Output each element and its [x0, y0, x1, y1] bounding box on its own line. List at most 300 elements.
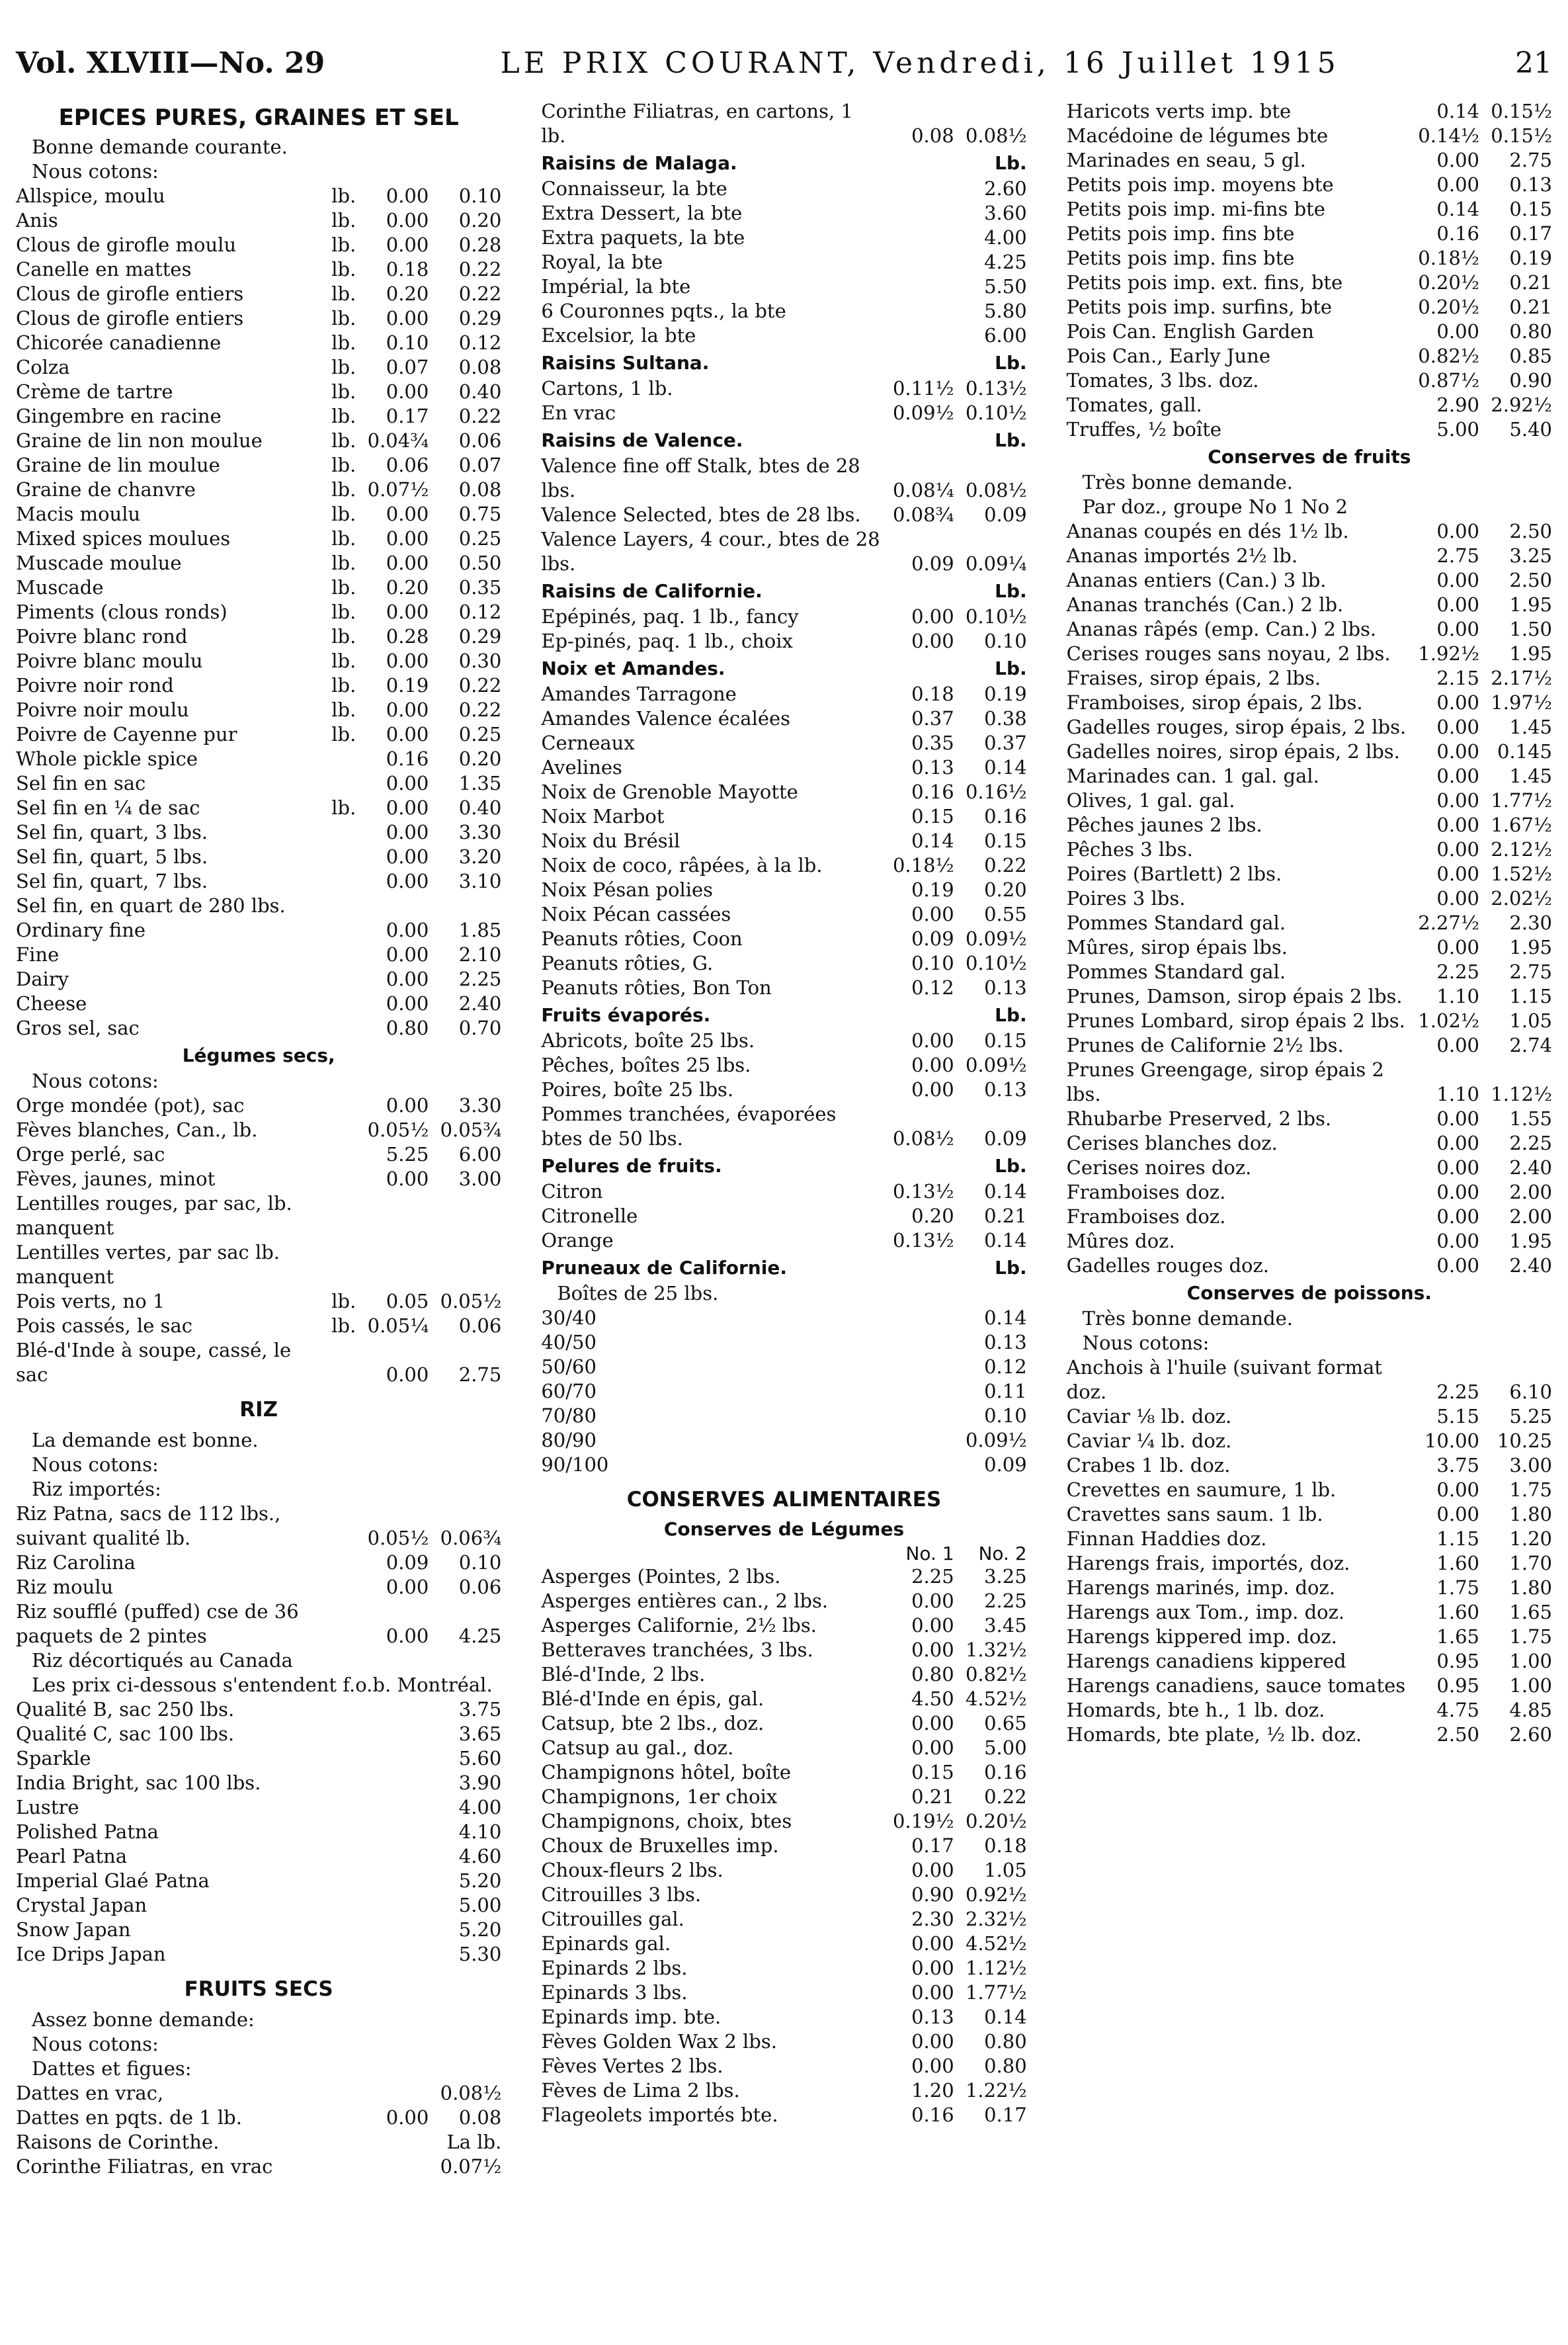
- item-name: Extra paquets, la bte: [541, 226, 745, 249]
- price-row: [16, 1142, 501, 1167]
- price-low: 0.00: [1436, 887, 1479, 910]
- item-name: Gingembre en racine: [16, 405, 222, 427]
- price-row: [541, 1638, 1026, 1662]
- price-high: 6.00: [458, 1143, 502, 1166]
- price-row: [1067, 368, 1552, 393]
- columns: [16, 99, 1552, 2179]
- price-row: [541, 323, 1026, 348]
- price-low: 0.09: [911, 927, 954, 950]
- price-high: 0.22: [458, 699, 502, 721]
- note-line: Nous cotons:: [32, 2033, 159, 2055]
- price-low: 0.00: [911, 1590, 954, 1612]
- price-high: 0.20: [458, 209, 502, 232]
- item-name: Truffes, ½ boîte: [1066, 418, 1222, 441]
- item-name: Epinards 2 lbs.: [541, 1957, 688, 1979]
- price-row: [1067, 1156, 1552, 1180]
- price-row: [541, 1564, 1026, 1589]
- item-name: Cheese: [16, 992, 87, 1015]
- item-name: Petits pois imp. fins bte: [1066, 222, 1295, 245]
- item-name: Prunes Lombard, sirop épais 2 lbs.: [1066, 1009, 1405, 1032]
- item-name: Cerneaux: [541, 732, 635, 754]
- price-row: [1067, 197, 1552, 222]
- price-high: 0.13: [984, 976, 1027, 999]
- item-name: Ananas entiers (Can.) 3 lb.: [1066, 569, 1327, 591]
- item-name: Tomates, gall.: [1066, 394, 1202, 416]
- item-name: Noix du Brésil: [541, 830, 681, 852]
- price-low: 0.05½: [367, 1527, 429, 1549]
- item-name: Pêches 3 lbs.: [1066, 838, 1193, 861]
- item-name: Polished Patna: [16, 1820, 159, 1843]
- price-row: [1067, 320, 1552, 344]
- price-high: 3.25: [984, 1565, 1027, 1588]
- price-row: [16, 845, 501, 869]
- col-no1: No. 1: [905, 1543, 954, 1564]
- item-name: Excelsior, la bte: [541, 324, 696, 347]
- price-high: 1.75: [1509, 1478, 1552, 1501]
- price-low: 0.00: [386, 1576, 429, 1598]
- price-high: 0.35: [458, 576, 502, 599]
- item-name: Muscade: [16, 576, 104, 599]
- item-name: Gadelles noires, sirop épais, 2 lbs.: [1066, 740, 1400, 763]
- price-low: 0.82½: [1418, 345, 1479, 367]
- price-high: 0.21: [1509, 271, 1552, 294]
- price-high: 0.30: [458, 650, 502, 672]
- price-low: 0.00: [911, 1981, 954, 2004]
- price-high: 5.30: [458, 1943, 502, 1965]
- price-high: 0.22: [984, 854, 1027, 876]
- item-unit: lb.: [331, 503, 356, 525]
- item-name: Royal, la bte: [541, 251, 663, 273]
- price-list-legumes-cont: [1067, 99, 1552, 442]
- price-low: 0.28: [386, 625, 429, 648]
- item-name: Caviar ⅛ lb. doz.: [1066, 1405, 1232, 1428]
- item-name: Pois Can., Early June: [1066, 345, 1270, 367]
- item-name: Dattes en pqts. de 1 lb.: [16, 2106, 242, 2129]
- price-row: [16, 1118, 501, 1142]
- price-high: 5.00: [984, 1736, 1027, 1759]
- price-high: 6.10: [1509, 1381, 1552, 1403]
- item-name: Sel fin en sac: [16, 772, 146, 794]
- price-low: 0.00: [1436, 1107, 1479, 1130]
- subhead-label: Raisins de Malaga.: [541, 152, 737, 174]
- item-name: Cerises noires doz.: [1066, 1156, 1252, 1179]
- item-name: 60/70: [541, 1380, 597, 1402]
- item-name: Cravettes sans saum. 1 lb.: [1066, 1503, 1323, 1525]
- price-row: [16, 478, 501, 502]
- price-high: 0.19: [1509, 247, 1552, 269]
- price-low: 0.00: [386, 380, 429, 403]
- price-row: [16, 1338, 501, 1387]
- price-high: 3.20: [458, 845, 502, 868]
- price-low: 0.16: [386, 747, 429, 770]
- item-name: Harengs aux Tom., imp. doz.: [1066, 1601, 1345, 1623]
- price-high: 0.10: [458, 1551, 502, 1574]
- subhead-label: Raisins Sultana.: [541, 352, 710, 374]
- item-name: Canelle en mattes: [16, 258, 192, 280]
- price-row: [1067, 1625, 1552, 1649]
- item-name: Ordinary fine: [16, 919, 146, 941]
- item-name: Impérial, la bte: [541, 275, 691, 298]
- price-high: 3.30: [458, 1094, 502, 1117]
- price-high: 4.00: [984, 226, 1027, 249]
- price-row: [541, 1379, 1026, 1404]
- price-high: 2.60: [984, 177, 1027, 200]
- price-row: [541, 976, 1026, 1000]
- price-low: 0.00: [1436, 173, 1479, 196]
- price-row: [16, 576, 501, 600]
- item-name: Blé-d'Inde en épis, gal.: [541, 1687, 764, 1710]
- price-high: 5.20: [458, 1918, 502, 1941]
- price-row: [541, 1981, 1026, 2005]
- price-row: [16, 257, 501, 282]
- price-row: [1067, 1600, 1552, 1625]
- notes: [16, 135, 501, 184]
- price-high: 4.52½: [965, 1687, 1027, 1710]
- price-high: 2.00: [1509, 1181, 1552, 1203]
- price-high: 3.65: [458, 1723, 502, 1745]
- item-name: Poivre noir moulu: [16, 699, 189, 721]
- price-low: 0.00: [1436, 1181, 1479, 1203]
- item-name: 90/100: [541, 1453, 609, 1476]
- price-high: 0.08½: [440, 2082, 502, 2104]
- price-high: 1.20: [1509, 1527, 1552, 1550]
- note-riz-dec: Riz décortiqués au Canada: [32, 1649, 293, 1672]
- price-low: 0.09½: [892, 402, 954, 424]
- price-low: 0.04¾: [367, 429, 429, 452]
- price-row: [1067, 617, 1552, 642]
- price-high: 5.60: [458, 1747, 502, 1769]
- price-low: 0.11½: [892, 377, 954, 400]
- price-high: 0.75: [458, 503, 502, 525]
- price-high: 2.17½: [1491, 667, 1552, 689]
- subhead-unit: Lb.: [995, 658, 1027, 679]
- price-list-epices: [16, 184, 501, 1041]
- price-low: 0.90: [911, 1883, 954, 1906]
- price-row: [16, 1869, 501, 1893]
- volume-number: Vol. XLVIII—No. 29: [16, 46, 325, 80]
- price-high: 3.00: [1509, 1454, 1552, 1476]
- price-low: 0.00: [386, 821, 429, 843]
- item-unit: lb.: [331, 405, 356, 427]
- item-name: Catsup au gal., doz.: [541, 1736, 734, 1759]
- price-high: 1.00: [1509, 1650, 1552, 1672]
- price-high: 0.80: [984, 2055, 1027, 2077]
- item-name: Ananas importés 2½ lb.: [1066, 544, 1298, 567]
- price-low: 0.00: [386, 772, 429, 794]
- item-name: Framboises doz.: [1066, 1181, 1226, 1203]
- item-name: Crème de tartre: [16, 380, 173, 403]
- price-high: 0.13: [984, 1331, 1027, 1353]
- price-list-corinthe: [541, 99, 1026, 148]
- price-row: [1067, 1527, 1552, 1551]
- price-row: [16, 453, 501, 478]
- price-row: [16, 2081, 501, 2106]
- price-row: [541, 878, 1026, 902]
- price-high: 0.08: [458, 2106, 502, 2129]
- price-high: 1.95: [1509, 642, 1552, 665]
- price-high: 0.20½: [965, 1810, 1027, 1832]
- price-high: 0.10½: [965, 605, 1027, 628]
- price-high: 3.45: [984, 1614, 1027, 1637]
- price-low: 0.00: [911, 2055, 954, 2077]
- item-unit: lb.: [331, 674, 356, 697]
- price-high: 2.40: [458, 992, 502, 1015]
- item-unit: lb.: [331, 258, 356, 280]
- item-name: Valence Layers, 4 cour., btes de 28 lbs.: [541, 528, 886, 575]
- price-row: [541, 1883, 1026, 1907]
- price-row: [1067, 960, 1552, 984]
- price-high: 0.80: [984, 2030, 1027, 2053]
- price-high: 1.52½: [1491, 863, 1552, 885]
- item-name: Petits pois imp. ext. fins, bte: [1066, 271, 1343, 294]
- section-title-conserves: CONSERVES ALIMENTAIRES: [626, 1488, 942, 1512]
- price-high: 0.40: [458, 380, 502, 403]
- price-high: 0.05½: [440, 1290, 502, 1312]
- price-row: [1067, 764, 1552, 789]
- item-name: Peanuts rôties, Bon Ton: [541, 976, 772, 999]
- price-low: 0.13: [911, 2006, 954, 2028]
- price-high: 0.09½: [965, 1054, 1027, 1076]
- price-low: 0.00: [1436, 1034, 1479, 1056]
- price-low: 0.00: [911, 1957, 954, 1979]
- price-high: 1.97½: [1491, 691, 1552, 714]
- price-row: [16, 1575, 501, 1599]
- subhead-label: Pelures de fruits.: [541, 1155, 722, 1177]
- item-name: Corinthe Filiatras, en cartons, 1 lb.: [541, 100, 860, 147]
- price-high: 2.25: [458, 968, 502, 990]
- item-name: Cartons, 1 lb.: [541, 377, 673, 400]
- price-high: 0.08: [458, 478, 502, 501]
- price-high: 0.92½: [965, 1883, 1027, 1906]
- price-row: [16, 1599, 501, 1648]
- price-high: 0.12: [458, 331, 502, 354]
- price-row: [16, 624, 501, 649]
- price-low: 0.00: [1436, 740, 1479, 763]
- price-high: 0.21: [984, 1205, 1027, 1227]
- subhead-unit: Lb.: [995, 152, 1027, 174]
- item-name: Pois cassés, le sac: [16, 1314, 193, 1337]
- item-name: Sel fin, quart, 3 lbs.: [16, 821, 208, 843]
- item-name: Noix de coco, râpées, à la lb.: [541, 854, 823, 876]
- price-low: 0.00: [386, 1168, 429, 1190]
- item-name: Prunes de Californie 2½ lbs.: [1066, 1034, 1344, 1056]
- price-row: [16, 1918, 501, 1942]
- column-1: [16, 99, 501, 2179]
- price-low: 0.00: [386, 2106, 429, 2129]
- price-high: 1.15: [1509, 985, 1552, 1007]
- price-row: [1067, 1009, 1552, 1033]
- subhead-unit: Lb.: [995, 1004, 1027, 1026]
- price-low: 0.00: [911, 1054, 954, 1076]
- price-low: 0.00: [386, 968, 429, 990]
- item-name: Valence Selected, btes de 28 lbs.: [541, 503, 861, 526]
- subhead-unit: Lb.: [995, 580, 1027, 602]
- price-high: 1.70: [1509, 1552, 1552, 1574]
- price-row: [16, 527, 501, 551]
- price-high: 1.80: [1509, 1503, 1552, 1525]
- price-high: 0.14: [984, 2006, 1027, 2028]
- item-name: Citrouilles 3 lbs.: [541, 1883, 702, 1906]
- price-low: 0.00: [911, 1639, 954, 1661]
- item-name: 30/40: [541, 1306, 597, 1329]
- subhead-unit: Lb.: [995, 352, 1027, 374]
- price-high: 1.45: [1509, 765, 1552, 787]
- price-low: 3.75: [1436, 1454, 1479, 1476]
- price-row: [541, 1907, 1026, 1932]
- item-name: Citrouilles gal.: [541, 1908, 684, 1930]
- price-low: 2.15: [1436, 667, 1479, 689]
- price-row: [1067, 1551, 1552, 1576]
- price-high: 4.52½: [965, 1932, 1027, 1955]
- item-name: Harengs kippered imp. doz.: [1066, 1625, 1337, 1648]
- price-high: 0.08½: [965, 124, 1027, 147]
- price-high: 0.80: [1509, 320, 1552, 343]
- price-high: 0.18: [984, 1834, 1027, 1857]
- subhead-conserves-legumes: Conserves de Légumes: [663, 1518, 905, 1540]
- item-name: Mixed spices moulues: [16, 527, 231, 550]
- price-low: 0.21: [911, 1785, 954, 1808]
- price-row: [541, 1404, 1026, 1428]
- price-low: 0.00: [911, 1932, 954, 1955]
- price-low: 5.00: [1436, 418, 1479, 441]
- price-row: [541, 2078, 1026, 2103]
- item-name: Sparkle: [16, 1747, 91, 1769]
- price-high: 0.13: [1509, 173, 1552, 196]
- price-row: [16, 1167, 501, 1191]
- price-high: 1.32½: [965, 1639, 1027, 1661]
- item-name: Noix Pécan cassées: [541, 903, 731, 925]
- price-row: [1067, 173, 1552, 197]
- price-low: 2.25: [1436, 960, 1479, 983]
- page-header: [16, 0, 1552, 80]
- item-unit: lb.: [331, 650, 356, 672]
- price-low: 0.00: [911, 1078, 954, 1101]
- item-name: Pêches jaunes 2 lbs.: [1066, 814, 1262, 836]
- price-low: 0.00: [386, 552, 429, 574]
- price-row: [16, 820, 501, 845]
- price-low: 0.00: [1436, 814, 1479, 836]
- price-low: 2.50: [1436, 1723, 1479, 1746]
- item-name: Fraises, sirop épais, 2 lbs.: [1066, 667, 1321, 689]
- price-low: 0.00: [911, 2030, 954, 2053]
- price-row: [16, 1093, 501, 1118]
- price-row: [541, 1029, 1026, 1053]
- price-high: 0.09: [984, 1453, 1027, 1476]
- price-row: [541, 780, 1026, 804]
- price-row: [541, 1932, 1026, 1956]
- item-name: Whole pickle spice: [16, 747, 198, 770]
- price-low: 0.18: [386, 258, 429, 280]
- item-name: Lustre: [16, 1796, 79, 1818]
- price-low: 0.00: [386, 845, 429, 868]
- item-name: Poivre noir rond: [16, 674, 174, 697]
- price-row: [541, 1102, 1026, 1151]
- subhead-label: Raisins de Californie.: [541, 580, 763, 602]
- notes: [1067, 470, 1552, 519]
- price-high: 0.09: [984, 1127, 1027, 1150]
- price-high: 1.22½: [965, 2079, 1027, 2102]
- price-row: [16, 943, 501, 967]
- price-row: [541, 1355, 1026, 1379]
- price-low: 0.00: [386, 870, 429, 892]
- price-low: 0.15: [911, 1761, 954, 1783]
- price-row: [541, 605, 1026, 629]
- item-name: Raisons de Corinthe.: [16, 2131, 220, 2153]
- price-row: [16, 722, 501, 747]
- price-row: [16, 1746, 501, 1771]
- price-high: 2.00: [1509, 1205, 1552, 1228]
- item-unit: lb.: [331, 331, 356, 354]
- subhead-californie: [541, 580, 1026, 602]
- item-name: Harengs frais, importés, doz.: [1066, 1552, 1350, 1574]
- item-name: Anis: [16, 209, 58, 232]
- item-name: Lentilles vertes, par sac lb. manquent: [16, 1241, 286, 1288]
- price-high: 0.16: [984, 805, 1027, 828]
- price-high: 0.14: [984, 1180, 1027, 1203]
- price-row: [16, 747, 501, 771]
- price-row: [541, 201, 1026, 226]
- price-row: [541, 1834, 1026, 1858]
- price-high: 2.60: [1509, 1723, 1552, 1746]
- note-line: La demande est bonne.: [32, 1429, 259, 1451]
- item-name: Valence fine off Stalk, btes de 28 lbs.: [541, 454, 866, 501]
- item-name: Poivre blanc rond: [16, 625, 188, 648]
- column-headers: [541, 1543, 1026, 1564]
- price-row: [16, 1240, 501, 1289]
- price-row: [541, 99, 1026, 148]
- subhead-malaga: [541, 152, 1026, 174]
- price-high: 0.10: [984, 630, 1027, 652]
- price-row: [1067, 1404, 1552, 1429]
- price-row: [16, 1942, 501, 1967]
- price-low: 0.35: [911, 732, 954, 754]
- section-title-riz: RIZ: [239, 1398, 278, 1422]
- item-name: Macis moulu: [16, 503, 141, 525]
- price-low: 0.00: [911, 1029, 954, 1052]
- price-high: 0.16½: [965, 781, 1027, 803]
- price-row: [16, 331, 501, 355]
- item-name: Orange: [541, 1229, 614, 1252]
- price-low: 0.00: [911, 903, 954, 925]
- item-name: Fèves blanches, Can., lb.: [16, 1119, 258, 1141]
- item-unit: lb.: [331, 185, 356, 207]
- price-low: 0.00: [386, 527, 429, 550]
- price-row: [541, 731, 1026, 755]
- price-low: 0.07: [386, 356, 429, 378]
- item-unit: lb.: [331, 209, 356, 232]
- price-high: 4.10: [458, 1820, 502, 1843]
- item-name: Petits pois imp. mi-fins bte: [1066, 198, 1325, 220]
- price-row: [1067, 1429, 1552, 1453]
- price-low: 1.60: [1436, 1601, 1479, 1623]
- item-name: Macédoine de légumes bte: [1066, 124, 1329, 147]
- price-row: [16, 208, 501, 233]
- item-name: Clous de girofle entiers: [16, 307, 244, 329]
- item-name: Fèves Golden Wax 2 lbs.: [541, 2030, 777, 2053]
- item-name: Harengs canadiens kippered: [1066, 1650, 1346, 1672]
- price-row: [1067, 837, 1552, 862]
- price-row: [1067, 691, 1552, 715]
- price-low: 0.05¼: [367, 1314, 429, 1337]
- price-row: [16, 1191, 501, 1240]
- price-row: [1067, 222, 1552, 246]
- price-row: [541, 1228, 1026, 1253]
- price-high: 0.22: [984, 1785, 1027, 1808]
- price-low: 5.15: [1436, 1405, 1479, 1428]
- price-high: 0.22: [458, 282, 502, 305]
- price-high: 1.65: [1509, 1601, 1552, 1623]
- item-name: Ananas coupés en dés 1½ lb.: [1066, 520, 1349, 542]
